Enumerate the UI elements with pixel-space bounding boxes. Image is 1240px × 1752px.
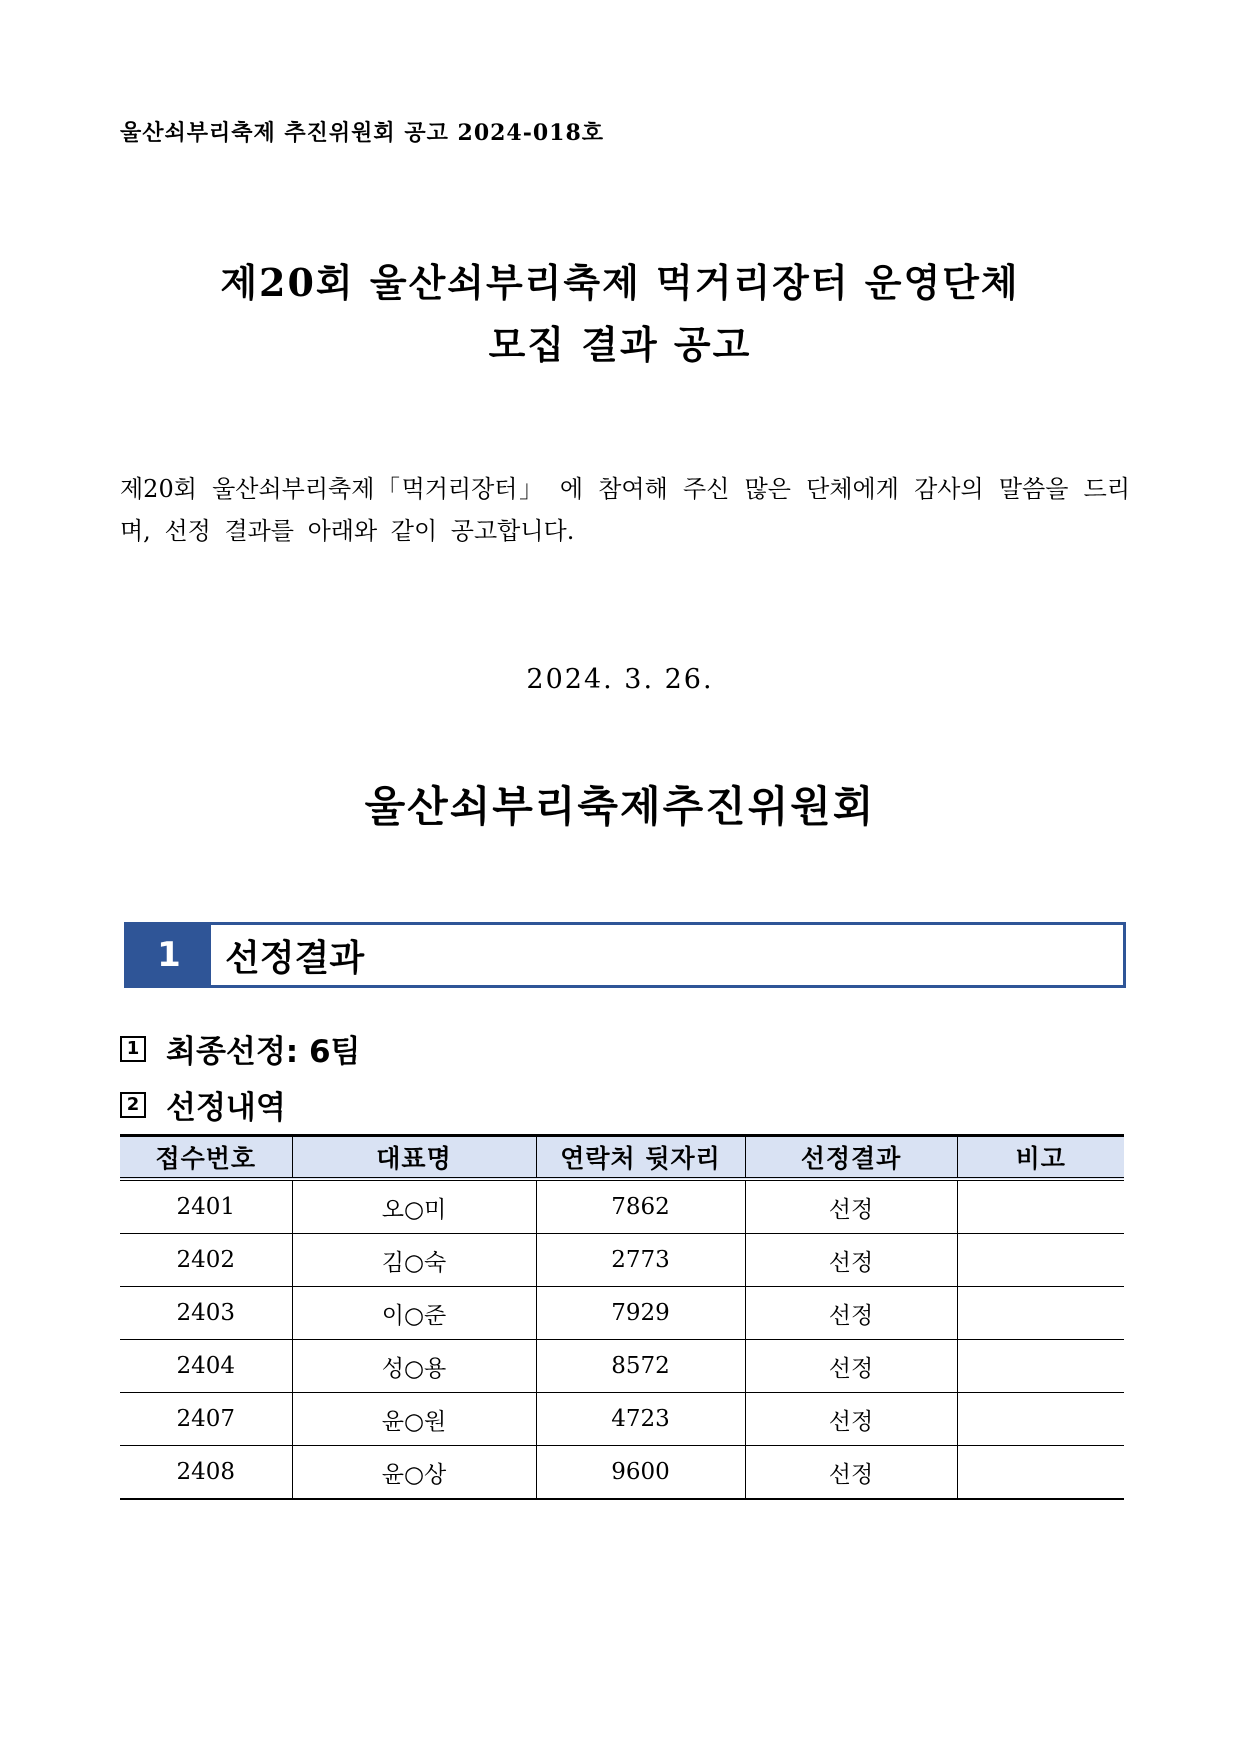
cell-receipt-number: 2402	[120, 1234, 292, 1287]
header-representative: 대표명	[292, 1136, 536, 1180]
table-header-row	[120, 1136, 1124, 1180]
document-title-line-2: 모집 결과 공고	[488, 322, 752, 367]
table-row	[120, 1179, 1124, 1234]
cell-receipt-number: 2403	[120, 1287, 292, 1340]
cell-remarks	[957, 1340, 1124, 1393]
cell-representative: 윤○상	[292, 1446, 536, 1500]
subsection-number-box: 2	[120, 1092, 146, 1118]
cell-contact: 2773	[536, 1234, 745, 1287]
cell-remarks	[957, 1287, 1124, 1340]
cell-receipt-number: 2407	[120, 1393, 292, 1446]
subsection-final-selection	[120, 1026, 361, 1071]
document-title-line-1: 제20회 울산쇠부리축제 먹거리장터 운영단체	[220, 260, 1020, 305]
cell-result: 선정	[745, 1393, 957, 1446]
cell-contact: 4723	[536, 1393, 745, 1446]
header-receipt-number: 접수번호	[120, 1136, 292, 1180]
cell-representative: 윤○원	[292, 1393, 536, 1446]
section-title: 선정결과	[225, 937, 365, 979]
table-row	[120, 1234, 1124, 1287]
cell-contact: 7862	[536, 1179, 745, 1234]
table-row	[120, 1446, 1124, 1500]
table-row	[120, 1340, 1124, 1393]
cell-representative: 오○미	[292, 1179, 536, 1234]
cell-contact: 8572	[536, 1340, 745, 1393]
committee-name: 울산쇠부리축제추진위원회	[364, 782, 876, 831]
cell-receipt-number: 2401	[120, 1179, 292, 1234]
subsection-number-box: 1	[120, 1036, 146, 1062]
cell-representative: 이○준	[292, 1287, 536, 1340]
intro-paragraph: 제20회 울산쇠부리축제「먹거리장터」 에 참여해 주신 많은 단체에게 감사의 말씀을 드리며, 선정 결과를 아래와 같이 공고합니다.	[120, 475, 1130, 545]
header-contact-last-digits: 연락처 뒷자리	[536, 1136, 745, 1180]
cell-contact: 9600	[536, 1446, 745, 1500]
header-selection-result: 선정결과	[745, 1136, 957, 1180]
notice-number: 울산쇠부리축제 추진위원회 공고 2024-018호	[120, 120, 605, 146]
cell-result: 선정	[745, 1340, 957, 1393]
header-remarks: 비고	[957, 1136, 1124, 1180]
subsection-label: 최종선정: 6팀	[166, 1034, 361, 1070]
cell-receipt-number: 2404	[120, 1340, 292, 1393]
table-row	[120, 1287, 1124, 1340]
cell-remarks	[957, 1446, 1124, 1500]
selection-result-table	[120, 1134, 1124, 1500]
section-number: 1	[127, 925, 211, 985]
cell-result: 선정	[745, 1287, 957, 1340]
announcement-date: 2024. 3. 26.	[526, 664, 714, 695]
table-row	[120, 1393, 1124, 1446]
subsection-selection-details	[120, 1082, 286, 1127]
cell-result: 선정	[745, 1446, 957, 1500]
cell-representative: 김○숙	[292, 1234, 536, 1287]
cell-result: 선정	[745, 1179, 957, 1234]
cell-contact: 7929	[536, 1287, 745, 1340]
cell-remarks	[957, 1234, 1124, 1287]
cell-result: 선정	[745, 1234, 957, 1287]
cell-remarks	[957, 1179, 1124, 1234]
cell-receipt-number: 2408	[120, 1446, 292, 1500]
subsection-label: 선정내역	[166, 1090, 286, 1126]
section-heading	[124, 922, 1126, 988]
cell-representative: 성○용	[292, 1340, 536, 1393]
cell-remarks	[957, 1393, 1124, 1446]
